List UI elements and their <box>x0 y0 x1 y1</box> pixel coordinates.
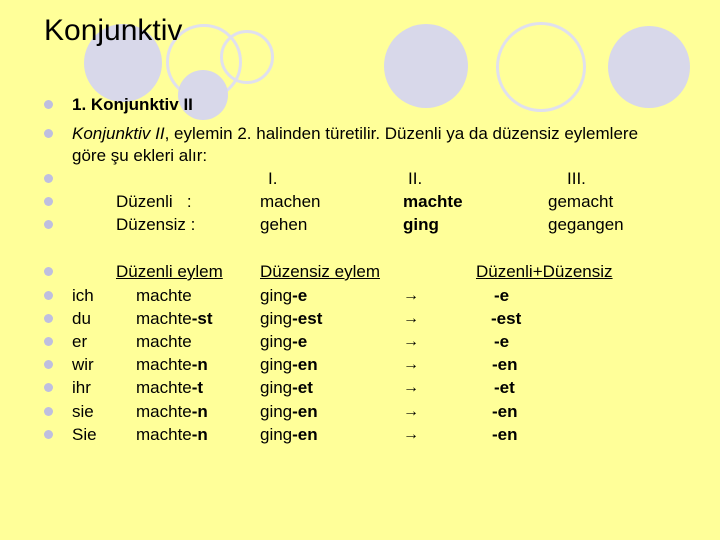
bullet-marker <box>44 314 53 323</box>
conj-irregular-form: ging-e <box>260 332 308 351</box>
page-title: Konjunktiv <box>44 14 183 47</box>
conj-pronoun: er <box>72 332 88 351</box>
conj-irregular-form: ging-est <box>260 309 323 328</box>
bullet-marker <box>44 337 53 346</box>
conj-ending: -est <box>491 309 522 328</box>
bullet-marker <box>44 291 53 300</box>
forms-row-irregular-inf: gehen <box>260 215 308 234</box>
forms-row-regular-participle: gemacht <box>548 192 614 211</box>
conj-irregular-form: ging-et <box>260 378 313 397</box>
conj-ending: -e <box>494 286 510 305</box>
intro-line-2: göre şu ekleri alır: <box>72 146 208 165</box>
conj-header-irregular: Düzensiz eylem <box>260 262 380 281</box>
bullet-marker <box>44 360 53 369</box>
conj-irregular-form: ging-en <box>260 425 318 444</box>
decor-circle-4 <box>220 30 274 84</box>
conj-regular-form: machte <box>136 332 192 351</box>
arrow-icon: → <box>403 403 419 420</box>
arrow-icon: → <box>403 379 419 396</box>
bullet-marker <box>44 100 53 109</box>
intro-line-1 <box>72 124 638 144</box>
conj-pronoun: sie <box>72 402 94 421</box>
forms-header-2: II. <box>408 169 423 188</box>
bullet-marker <box>44 430 53 439</box>
forms-row-regular-inf: machen <box>260 192 321 211</box>
conj-ending: -en <box>492 425 518 444</box>
conj-pronoun: wir <box>72 355 94 374</box>
bullet-marker <box>44 267 53 276</box>
conj-ending: -en <box>492 355 518 374</box>
conj-ending: -et <box>494 378 515 397</box>
bullet-marker <box>44 383 53 392</box>
conj-header-regular: Düzenli eylem <box>116 262 223 281</box>
conj-regular-form: machte-st <box>136 309 213 328</box>
arrow-icon: → <box>403 287 419 304</box>
forms-row-irregular-label: Düzensiz : <box>116 215 196 234</box>
decor-circle-6 <box>496 22 586 112</box>
bullet-marker <box>44 220 53 229</box>
conj-ending: -e <box>494 332 510 351</box>
forms-row-regular-past: machte <box>403 192 463 211</box>
conj-regular-form: machte-t <box>136 378 204 397</box>
bullet-marker <box>44 129 53 138</box>
intro-text: , eylemin 2. halinden türetilir. Düzenli ya da düzensiz eylemlere <box>164 124 639 143</box>
conj-regular-form: machte-n <box>136 425 208 444</box>
forms-row-regular-label: Düzenli : <box>116 192 192 211</box>
forms-header-3: III. <box>567 169 586 188</box>
intro-term: Konjunktiv II <box>72 124 165 143</box>
conj-irregular-form: ging-en <box>260 355 318 374</box>
arrow-icon: → <box>403 356 419 373</box>
bullet-marker <box>44 407 53 416</box>
arrow-icon: → <box>403 333 419 350</box>
arrow-icon: → <box>403 310 419 327</box>
conj-header-endings: Düzenli+Düzensiz <box>476 262 613 281</box>
conj-regular-form: machte-n <box>136 355 208 374</box>
conj-regular-form: machte <box>136 286 192 305</box>
conj-pronoun: du <box>72 309 91 328</box>
section-heading: 1. Konjunktiv II <box>72 95 193 114</box>
bullet-marker <box>44 174 53 183</box>
forms-header-1: I. <box>268 169 278 188</box>
conj-pronoun: Sie <box>72 425 97 444</box>
forms-row-irregular-past: ging <box>403 215 439 234</box>
bullet-marker <box>44 197 53 206</box>
conj-irregular-form: ging-e <box>260 286 308 305</box>
decor-circle-5 <box>384 24 468 108</box>
decor-circle-7 <box>608 26 690 108</box>
conj-pronoun: ihr <box>72 378 91 397</box>
conj-ending: -en <box>492 402 518 421</box>
forms-row-irregular-participle: gegangen <box>548 215 624 234</box>
conj-pronoun: ich <box>72 286 94 305</box>
conj-irregular-form: ging-en <box>260 402 318 421</box>
arrow-icon: → <box>403 426 419 443</box>
conj-regular-form: machte-n <box>136 402 208 421</box>
